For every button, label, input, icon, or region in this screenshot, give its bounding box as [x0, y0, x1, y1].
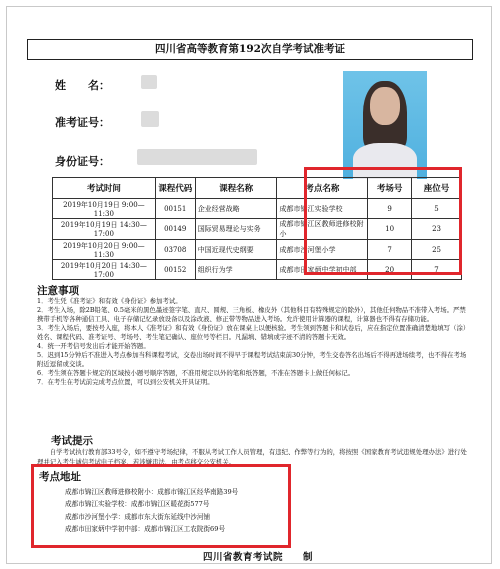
ticket-number-label: 准考证号：	[55, 116, 110, 129]
address-item: 成都市锦江区教师进修校附小：成都市锦江区经华南路39号	[65, 488, 239, 496]
admission-ticket	[6, 6, 492, 564]
notes-heading: 注意事项	[37, 285, 79, 297]
exam-time-cell: 2019年10月20日 14:30—17:00	[53, 260, 156, 280]
course-code-cell: 00152	[155, 260, 195, 280]
course-code-cell: 00151	[155, 199, 195, 219]
addresses-heading: 考点地址	[39, 471, 81, 483]
exam-time-cell: 2019年10月20日 9:00—11:30	[53, 240, 156, 260]
seat-number-cell: 5	[412, 199, 462, 219]
exam-time-cell: 2019年10月19日 9:00—11:30	[53, 199, 156, 219]
exam-site-cell: 成都市田家炳中学初中部	[277, 260, 368, 280]
column-header: 考试时间	[53, 178, 156, 199]
address-item: 成都市沙河堡小学：成都市东大街东延线中沙河铺	[65, 512, 211, 521]
note-item: 2．考生入场，除2B铅笔、0.5毫米的黑色墨迹签字笔、直尺、圆规、三角板、橡皮外（其他科目有特殊规定的除外），其他任何物品不准带入考场。严禁携带手机等各种通信工具、电子存储记忆录放设备以及涂改液、修正带等物品进入考场。允许使用计算器的课程，计算器也不得有存储功能。	[37, 306, 466, 323]
note-item: 6．考生须在答题卡规定的区域按小题号顺序答题，不准用规定以外的笔和纸答题，不准在答题卡上做任何标记。	[37, 369, 355, 377]
tips-heading: 考试提示	[51, 435, 93, 447]
note-item: 7．在考生在考试前完成考点位置，可以到公安机关开具证明。	[37, 378, 214, 386]
note-item: 3．考生入场后，要按号入座，将本人《准考证》和有效《身份证》放在课桌上以便核验。考生领到答题卡和试卷后，应在指定位置准确清楚地填写（涂）姓名、课程代码、准考证号、考场号、考生笔记确认、座位号等栏目。凡漏填、错填或字迹不清的答题卡无效。	[37, 324, 467, 341]
note-item: 1．考生凭《准考证》和有效《身份证》参加考试。	[37, 297, 182, 305]
issuer-footer: 四川省教育考试院 制	[203, 552, 314, 563]
id-number-redacted	[137, 149, 257, 165]
course-name-cell: 中国近现代史纲要	[195, 240, 277, 260]
room-number-cell: 9	[368, 199, 412, 219]
course-code-cell: 03708	[155, 240, 195, 260]
room-number-cell: 20	[368, 260, 412, 280]
exam-site-cell: 成都市锦江实验学校	[277, 199, 368, 219]
note-item: 5．迟到15分钟后不准进入考点参加当科课程考试，交卷出场时间不得早于课程考试结束前30分钟，考生交卷答名出场后不得再进场续考，也不得在考场附近逗留或交谈。	[37, 351, 467, 368]
exam-site-highlight-box	[304, 167, 462, 275]
exam-time-cell: 2019年10月19日 14:30—17:00	[53, 219, 156, 240]
note-item: 4．统一开考信号发出后才能开始答题。	[37, 342, 150, 350]
column-header: 课程代码	[155, 178, 195, 199]
seat-number-cell: 25	[412, 240, 462, 260]
seat-number-cell: 7	[412, 260, 462, 280]
address-item: 成都市锦江实验学校：成都市锦江区暖花街577号	[65, 500, 210, 509]
exam-site-cell: 成都市锦江区教师进修校附小	[277, 219, 368, 240]
column-header: 考场号	[368, 178, 412, 199]
column-header: 座位号	[412, 178, 462, 199]
course-name-cell: 企业经营战略	[195, 199, 277, 219]
document-title: 四川省高等教育第192次自学考试准考证	[27, 39, 473, 60]
address-highlight-box	[31, 464, 291, 548]
id-number-label: 身份证号：	[55, 155, 110, 168]
tips-text: 自学考试执行教育部33号令，如不遵守考场纪律，不服从考试工作人员管理，有违纪、作弊等行为的，将按照《国家教育考试违规处理办法》进行处理并记入考生诚信考试电子档案，若涉嫌违法，由考点移交公安机关。	[37, 448, 467, 466]
course-name-cell: 国际贸易理论与实务	[195, 219, 277, 240]
address-item: 成都市田家炳中学初中部：成都市锦江区工农院街69号	[65, 525, 226, 534]
candidate-photo	[343, 71, 427, 179]
room-number-cell: 10	[368, 219, 412, 240]
exam-site-cell: 成都市沙河堡小学	[277, 240, 368, 260]
course-code-cell: 00149	[155, 219, 195, 240]
notes-list	[37, 297, 467, 387]
column-header: 课程名称	[195, 178, 277, 199]
room-number-cell: 7	[368, 240, 412, 260]
course-name-cell: 组织行为学	[195, 260, 277, 280]
seat-number-cell: 23	[412, 219, 462, 240]
ticket-number-redacted	[141, 111, 159, 127]
name-redacted	[141, 75, 157, 89]
column-header: 考点名称	[277, 178, 368, 199]
name-label: 姓 名：	[55, 79, 110, 92]
